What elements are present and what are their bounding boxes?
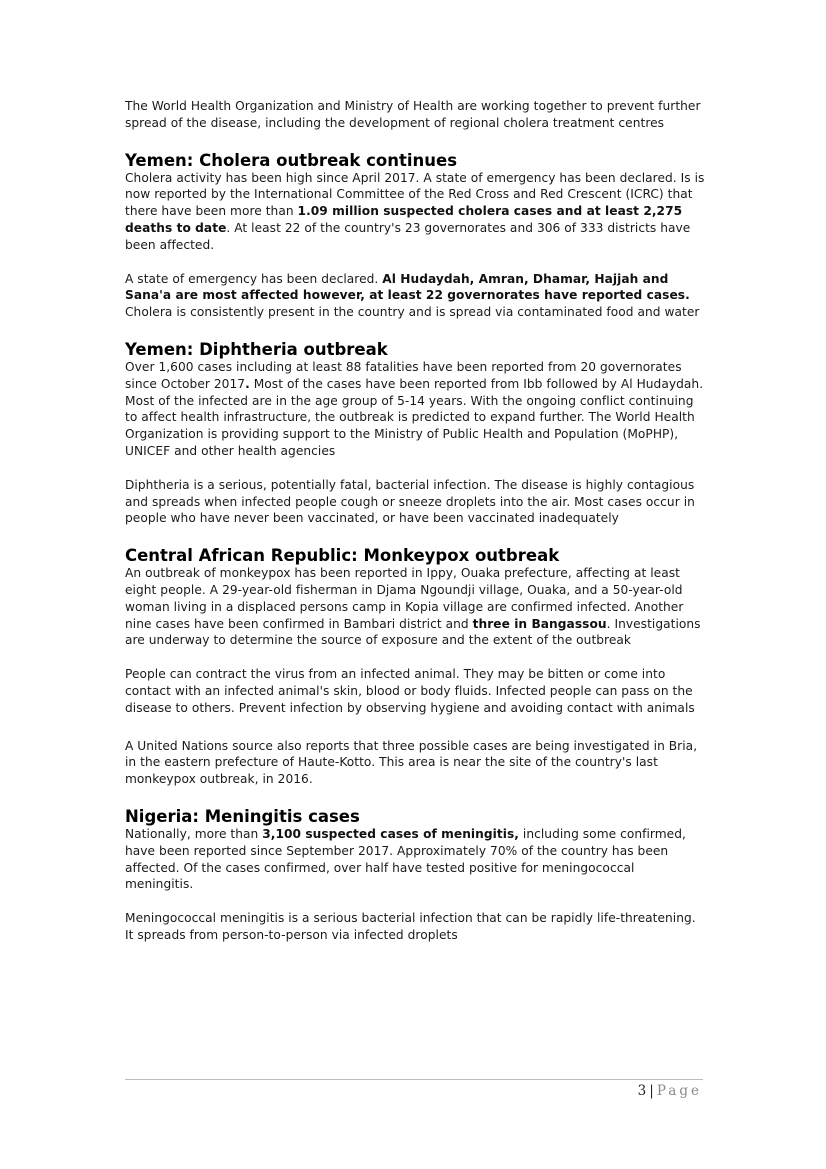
meningitis-paragraph-2: Meningococcal meningitis is a serious bacterial infection that can be rapidly life-threatening. It spreads from person-to-person via infected droplets	[125, 911, 696, 942]
meningitis-paragraph-1: Nationally, more than 3,100 suspected cases of meningitis, including some confirmed, have been reported since September 2017. Approximately 70% of the country has been affected. Of the cases confirmed, over half have tested positive for meningococcal meningitis.	[125, 826, 686, 892]
meningitis-highlight: 3,100 suspected cases of meningitis,	[262, 826, 519, 841]
monkeypox-highlight: three in Bangassou	[472, 616, 607, 631]
cholera-highlight-stats: 1.09 million suspected cholera cases and at least 2,275 deaths to date	[125, 204, 683, 235]
page-label: Page	[656, 1083, 702, 1099]
diphtheria-paragraph-2: Diphtheria is a serious, potentially fatal, bacterial infection. The disease is highly contagious and spreads when infected people cough or sneeze droplets into the air. Most cases occur in people who have never been vaccinated, or have been vaccinated inadequately	[125, 477, 695, 526]
cholera-heading: Yemen: Cholera outbreak continues	[125, 150, 458, 170]
document-page	[125, 98, 705, 944]
cholera-paragraph-2: A state of emergency has been declared. Al Hudaydah, Amran, Dhamar, Hajjah and Sana'a are most affected however, at least 22 governorates have reported cases. Cholera is consistently present in the country and is spread via contaminated food and water	[125, 271, 700, 320]
diphtheria-heading: Yemen: Diphtheria outbreak	[125, 339, 388, 359]
intro-paragraph: The World Health Organization and Ministry of Health are working together to prevent further spread of the disease, including the development of regional cholera treatment centres	[125, 99, 701, 130]
cholera-paragraph-1: Cholera activity has been high since April 2017. A state of emergency has been declared. Is is now reported by the International Committee of the Red Cross and Red Crescent (ICRC) that there have been more than 1.09 million suspected cholera cases and at least 2,275 deaths to date. At least 22 of the country's 23 governorates and 306 of 333 districts have been affected.	[125, 170, 705, 252]
monkeypox-paragraph-1: An outbreak of monkeypox has been reported in Ippy, Ouaka prefecture, affecting at least eight people. A 29-year-old fisherman in Djama Ngoundji village, Ouaka, and a 50-year-old woman living in a displaced persons camp in Kopia village are confirmed infected. Another nine cases have been confirmed in Bambari district and three in Bangassou. Investigations are underway to determine the source of exposure and the extent of the outbreak	[125, 566, 701, 648]
diphtheria-paragraph-1: Over 1,600 cases including at least 88 fatalities have been reported from 20 governorates since October 2017. Most of the cases have been reported from Ibb followed by Al Hudaydah. Most of the infected are in the age group of 5-14 years. With the ongoing conflict continuing to affect health infrastructure, the outbreak is predicted to expand further. The World Health Organization is providing support to the Ministry of Public Health and Population (MoPHP), UNICEF and other health agencies	[125, 359, 704, 458]
page-footer	[638, 1083, 702, 1099]
footer-separator: |	[649, 1083, 654, 1099]
monkeypox-paragraph-3: A United Nations source also reports that three possible cases are being investigated in Bria, in the eastern prefecture of Haute-Kotto. This area is near the site of the country's last monkeypox outbreak, in 2016.	[125, 738, 698, 787]
monkeypox-paragraph-2: People can contract the virus from an infected animal. They may be bitten or come into contact with an infected animal's skin, blood or body fluids. Infected people can pass on the disease to others. Prevent infection by observing hygiene and avoiding contact with animals	[125, 667, 695, 715]
cholera-highlight-regions: Al Hudaydah, Amran, Dhamar, Hajjah and Sana'a are most affected however, at least 22 governorates have reported cases.	[125, 271, 690, 303]
page-number: 3	[637, 1083, 647, 1099]
monkeypox-heading: Central African Republic: Monkeypox outbreak	[125, 546, 560, 566]
meningitis-heading: Nigeria: Meningitis cases	[125, 806, 360, 826]
footer-divider	[125, 1079, 703, 1080]
